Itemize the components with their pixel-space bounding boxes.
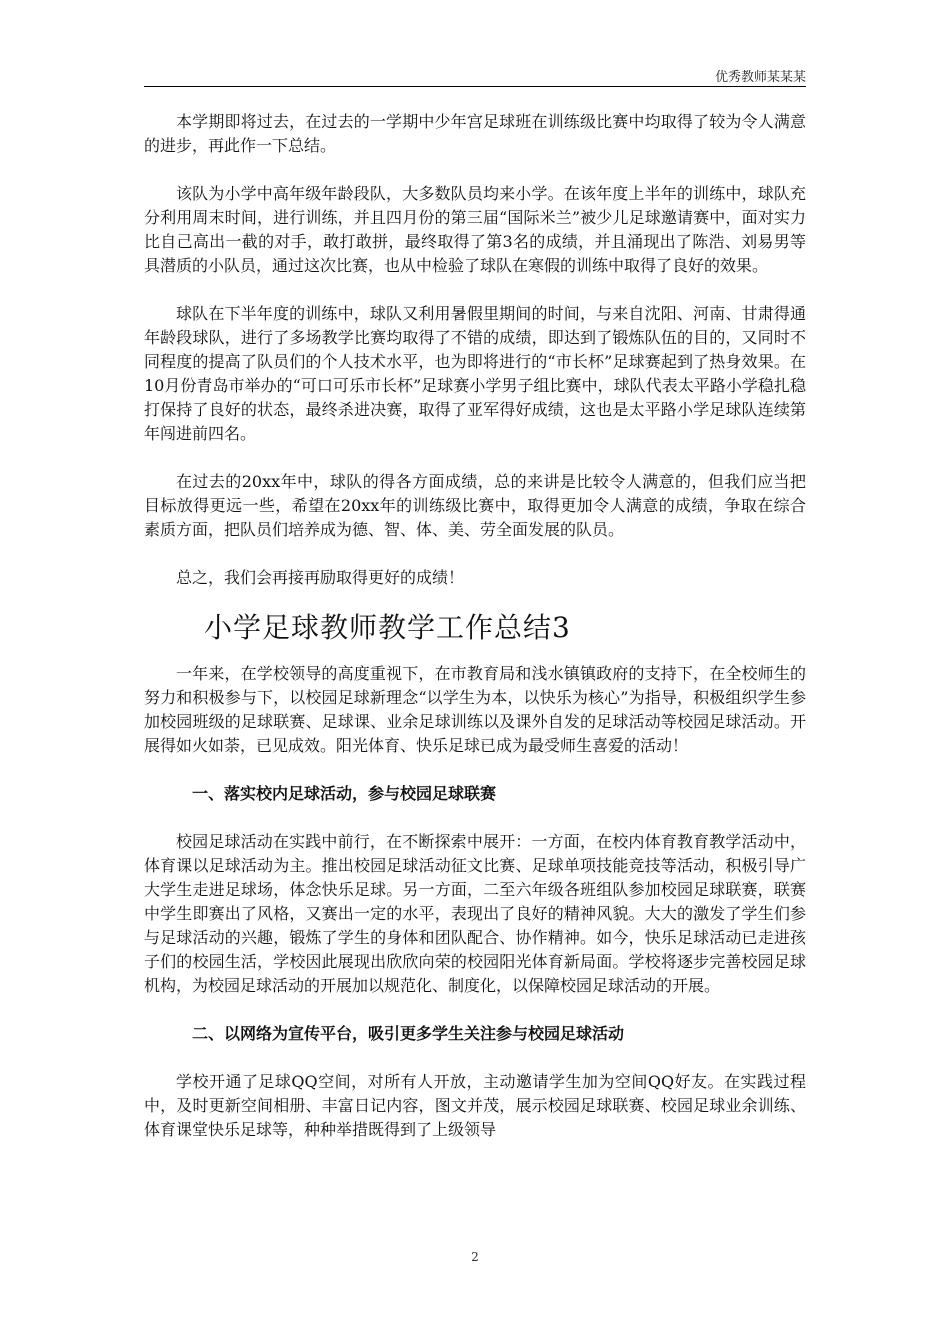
header-text: 优秀教师某某某: [714, 70, 806, 85]
paragraph-year-review: 在过去的20xx年中，球队的得各方面成绩，总的来讲是比较令人满意的，但我们应当把目标放得更远一些，希望在20xx年的训练级比赛中，取得更加令人满意的成绩，争取在综合素质方面，把队员们培养成为德、智、体、美、劳全面发展的队员。: [144, 472, 806, 539]
paragraph-section-1: 校园足球活动在实践中前行，在不断探索中展开：一方面，在校内体育教育教学活动中，体育课以足球活动为主。推出校园足球活动征文比赛、足球单项技能竞技等活动，积极引导广大学生走进足球场，体念快乐足球。另一方面，二至六年级各班组队参加校园足球联赛，联赛中学生即赛出了风格，又赛出一定的水平，表现出了良好的精神风貌。大大的激发了学生们参与足球活动的兴趣，锻炼了学生的身体和团队配合、协作精神。如今，快乐足球活动已走进孩子们的校园生活，学校因此展现出欣欣向荣的校园阳光体育新局面。学校将逐步完善校园足球机构，为校园足球活动的开展加以规范化、制度化，以保障校园足球活动的开展。: [144, 832, 806, 995]
paragraph-conclusion: 总之，我们会再接再励取得更好的成绩！: [176, 568, 465, 587]
paragraph-second-half: 球队在下半年度的训练中，球队又利用暑假里期间的时间，与来自沈阳、河南、甘肃得通年龄段球队，进行了多场教学比赛均取得了不错的成绩，即达到了锻炼队伍的目的，又同时不同程度的提高了队员们的个人技术水平，也为即将进行的“市长杯”足球赛起到了热身效果。在10月份青岛市举办的“可口可乐市长杯”足球赛小学男子组比赛中，球队代表太平路小学稳扎稳打保持了良好的状态，最终杀进决赛，取得了亚军得好成绩，这也是太平路小学足球队连续第年闯进前四名。: [144, 304, 806, 443]
document-body: [144, 110, 806, 1142]
paragraph-first-half: 该队为小学中高年级年龄段队，大多数队员均来小学。在该年度上半年的训练中，球队充分利用周末时间，进行训练，并且四月份的第三届“国际米兰”被少儿足球邀请赛中，面对实力比自己高出一截的对手，敢打敢拼，最终取得了第3名的成绩，并且涌现出了陈浩、刘易男等具潜质的小队员，通过这次比赛，也从中检验了球队在寒假的训练中取得了良好的效果。: [144, 184, 806, 275]
page-number: 2: [471, 1250, 479, 1264]
page-header: [144, 64, 806, 87]
section-heading-1: 一、落实校内足球活动，参与校园足球联赛: [192, 784, 497, 803]
paragraph-summary-intro: 本学期即将过去，在过去的一学期中少年宫足球班在训练级比赛中均取得了较为令人满意的进步，再此作一下总结。: [144, 112, 806, 155]
section-title: 小学足球教师教学工作总结3: [204, 611, 571, 644]
paragraph-year-intro: 一年来，在学校领导的高度重视下，在市教育局和浅水镇镇政府的支持下，在全校师生的努力和积极参与下，以校园足球新理念“以学生为本，以快乐为核心”为指导，积极组织学生参加校园班级的足球联赛、足球课、业余足球训练以及课外自发的足球活动等校园足球活动。开展得如火如荼，已见成效。阳光体育、快乐足球已成为最受师生喜爱的活动！: [144, 664, 806, 755]
section-heading-2: 二、以网络为宣传平台，吸引更多学生关注参与校园足球活动: [192, 1024, 625, 1043]
paragraph-section-2: 学校开通了足球QQ空间，对所有人开放，主动邀请学生加为空间QQ好友。在实践过程中，及时更新空间相册、丰富日记内容，图文并茂，展示校园足球联赛、校园足球业余训练、体育课堂快乐足球等，种种举措既得到了上级领导: [144, 1072, 806, 1139]
